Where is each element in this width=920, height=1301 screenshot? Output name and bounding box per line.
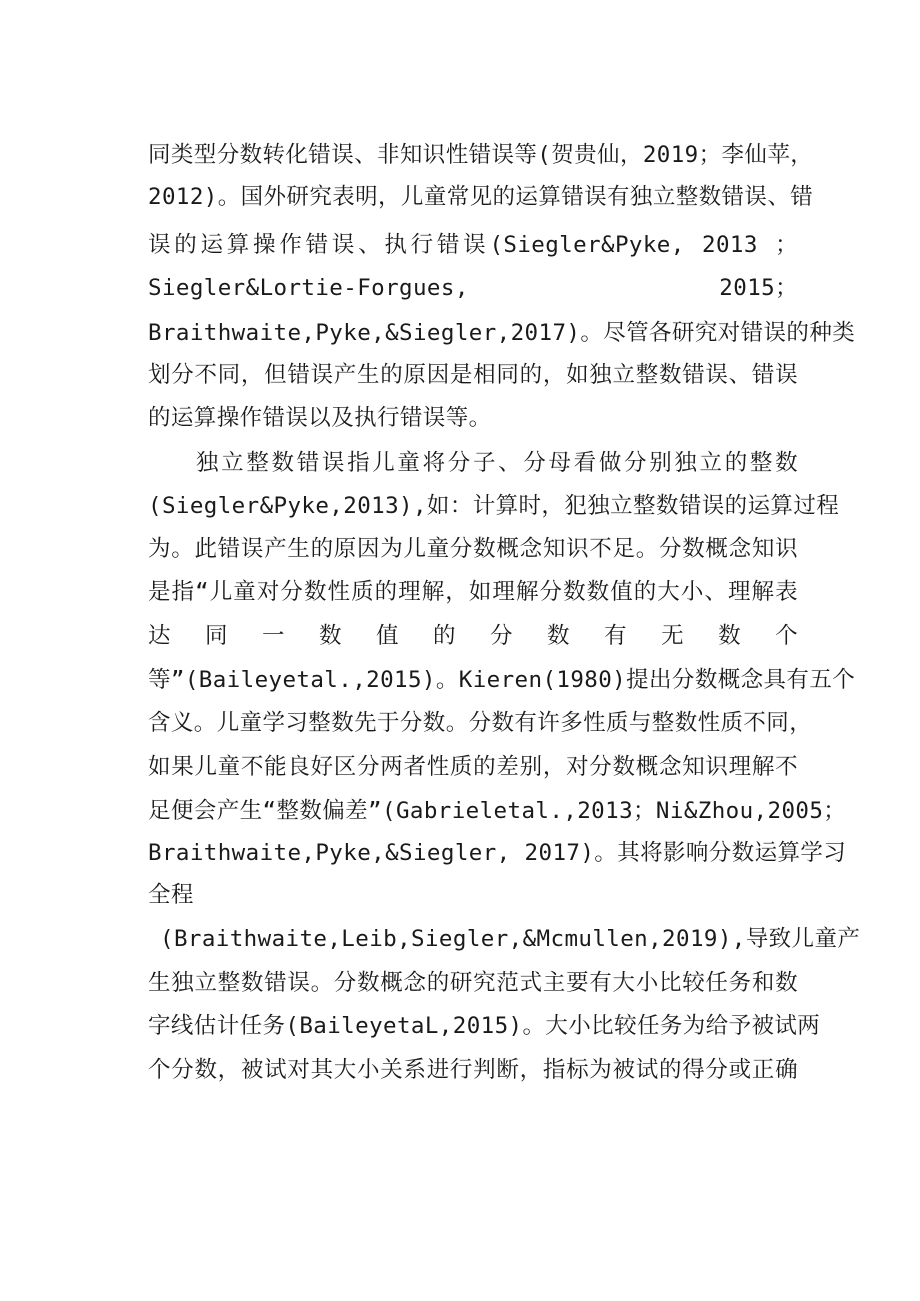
text-line: 独立整数错误指儿童将分子、分母看做分别独立的整数 (196, 450, 798, 476)
text-line: 2012)。国外研究表明，儿童常见的运算错误有独立整数错误、错 (148, 184, 814, 210)
text-line: 同类型分数转化错误、非知识性错误等(贺贵仙，2019；李仙苹， (148, 142, 814, 168)
text-line: 全程 (148, 882, 194, 908)
text-line: 含义。儿童学习整数先于分数。分数有许多性质与整数性质不同， (148, 710, 813, 736)
text-line: 等”(Baileyetal.,2015)。Kieren(1980)提出分数概念具有五个 (148, 667, 856, 693)
text-line: Braithwaite,Pyke,&Siegler, 2017)。其将影响分数运算学习 (148, 840, 847, 866)
text-line: 划分不同，但错误产生的原因是相同的，如独立整数错误、错误 (148, 362, 798, 388)
text-line: 生独立整数错误。分数概念的研究范式主要有大小比较任务和数 (148, 970, 798, 996)
text-line: 为。此错误产生的原因为儿童分数概念知识不足。分数概念知识 (148, 536, 798, 562)
text-line: 误的运算操作错误、执行错误(Siegler&Pyke, 2013 ； (148, 232, 798, 258)
text-line: 个分数，被试对其大小关系进行判断，指标为被试的得分或正确 (148, 1057, 798, 1083)
text-line: 达 同 一 数 值 的 分 数 有 无 数 个 (148, 623, 798, 649)
text-line: 是指“儿童对分数性质的理解，如理解分数数值的大小、理解表 (148, 579, 798, 605)
text-line: 的运算操作错误以及执行错误等。 (148, 405, 492, 431)
text-line: (Siegler&Pyke,2013),如：计算时，犯独立整数错误的运算过程 (148, 493, 840, 519)
text-line: 足便会产生“整数偏差”(Gabrieletal.,2013；Ni&Zhou,2005； (148, 798, 847, 824)
text-line: Siegler&Lortie-Forgues, 2015； (148, 275, 798, 301)
text-line: 如果儿童不能良好区分两者性质的差别，对分数概念知识理解不 (148, 754, 798, 780)
text-line: Braithwaite,Pyke,&Siegler,2017)。尽管各研究对错误的种类 (148, 320, 856, 346)
text-line: (Braithwaite,Leib,Siegler,&Mcmullen,2019),导致儿童产 (160, 926, 861, 952)
text-line: 字线估计任务(BaileyetaL,2015)。大小比较任务为给予被试两 (148, 1013, 821, 1039)
